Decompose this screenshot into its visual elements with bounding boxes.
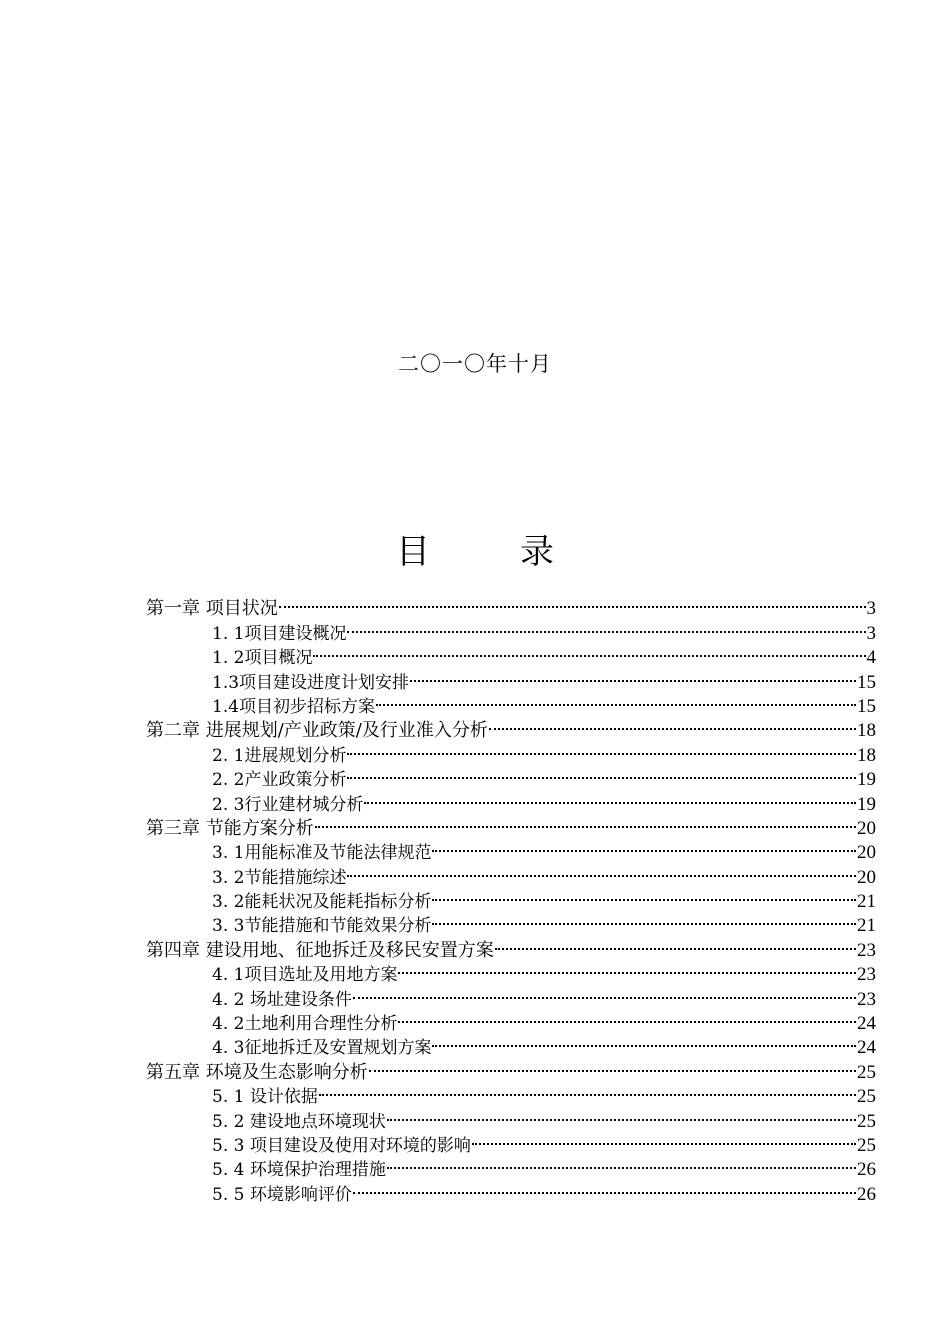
toc-dot-leader — [432, 834, 856, 858]
toc-entry-title: 2. 2产业政策分析 — [212, 770, 347, 791]
toc-dot-leader — [347, 614, 865, 638]
toc-page-number: 4 — [866, 647, 876, 669]
toc-page-number: 24 — [857, 1037, 876, 1059]
toc-dot-leader — [313, 639, 865, 663]
toc-dot-leader — [364, 785, 856, 809]
toc-page-number: 3 — [866, 598, 876, 620]
toc-entry-title: 1.3项目建设进度计划安排 — [212, 672, 410, 693]
toc-page-number: 25 — [857, 1086, 876, 1108]
toc-dot-leader — [353, 1175, 856, 1199]
toc-dot-leader — [347, 736, 856, 760]
toc-page-number: 19 — [857, 793, 876, 815]
toc-dot-leader — [387, 1102, 856, 1126]
toc-dot-leader — [489, 712, 856, 736]
toc-title: 目 录 — [396, 532, 582, 572]
toc-page-number: 24 — [857, 1013, 876, 1035]
toc-dot-leader — [398, 956, 856, 980]
toc-entry-title: 4. 2土地利用合理性分析 — [212, 1014, 398, 1035]
toc-dot-leader — [432, 883, 856, 907]
toc-entry-title: 1. 2项目概况 — [212, 648, 313, 669]
toc-entry-title: 第三章 节能方案分析 — [146, 817, 314, 839]
toc-dot-leader — [353, 980, 856, 1004]
toc-dot-leader — [472, 1127, 856, 1151]
toc-entry-title: 4. 3征地拆迁及安置规划方案 — [212, 1038, 432, 1059]
toc-page-number: 19 — [857, 769, 876, 791]
toc-entry-title: 3. 1用能标准及节能法律规范 — [212, 843, 432, 864]
toc-dot-leader — [347, 858, 856, 882]
toc-dot-leader — [279, 590, 866, 614]
toc-page-number: 23 — [857, 939, 876, 961]
toc-page-number: 21 — [857, 915, 876, 937]
toc-dot-leader — [432, 907, 856, 931]
toc-page-number: 25 — [857, 1061, 876, 1083]
toc-dot-leader — [432, 1029, 856, 1053]
toc-page-number: 21 — [857, 891, 876, 913]
toc-entry-title: 5. 1 设计依据 — [212, 1087, 318, 1108]
toc-entry-title: 1.4项目初步招标方案 — [212, 696, 376, 717]
toc-dot-leader — [495, 931, 856, 955]
toc-page-number: 23 — [857, 988, 876, 1010]
toc-page-number: 3 — [866, 622, 876, 644]
toc-entry-title: 2. 1进展规划分析 — [212, 745, 347, 766]
toc-page-number: 25 — [857, 1110, 876, 1132]
toc-dot-leader — [387, 1151, 856, 1175]
toc-entry-title: 5. 4 环境保护治理措施 — [212, 1160, 386, 1181]
toc-page-number: 23 — [857, 964, 876, 986]
toc-entry-title: 4. 2 场址建设条件 — [212, 989, 352, 1010]
toc-page-number: 18 — [857, 720, 876, 742]
toc-page-number: 18 — [857, 744, 876, 766]
toc-dot-leader — [410, 663, 856, 687]
toc-entry-title: 第二章 进展规划/产业政策/及行业准入分析 — [146, 720, 488, 742]
toc-entry-title: 1. 1项目建设概况 — [212, 623, 347, 644]
toc-entry-title: 5. 2 建设地点环境现状 — [212, 1111, 386, 1132]
toc-chapter-entry[interactable] — [146, 590, 876, 620]
toc-page-number: 15 — [857, 671, 876, 693]
toc-dot-leader — [347, 761, 856, 785]
toc-entry-title: 5. 3 项目建设及使用对环境的影响 — [212, 1135, 471, 1156]
toc-page-number: 20 — [857, 817, 876, 839]
toc-dot-leader — [376, 688, 856, 712]
toc-entry-title: 第四章 建设用地、征地拆迁及移民安置方案 — [146, 939, 494, 961]
toc-page-number: 20 — [857, 842, 876, 864]
toc-page-number: 25 — [857, 1134, 876, 1156]
toc-page-number: 26 — [857, 1183, 876, 1205]
toc-dot-leader — [315, 810, 856, 834]
toc-entry-title: 第一章 项目状况 — [146, 598, 278, 620]
toc-page-number: 20 — [857, 866, 876, 888]
toc-page-number: 26 — [857, 1159, 876, 1181]
toc-entry-title: 第五章 环境及生态影响分析 — [146, 1061, 368, 1083]
toc-entry-title: 3. 3节能措施和节能效果分析 — [212, 916, 432, 937]
toc-entry-title: 3. 2能耗状况及能耗指标分析 — [212, 892, 432, 913]
toc-entry-title: 5. 5 环境影响评价 — [212, 1184, 352, 1205]
cover-date: 二〇一〇年十月 — [398, 352, 552, 376]
toc-dot-leader — [319, 1078, 856, 1102]
toc-entry-title: 4. 1项目选址及用地方案 — [212, 965, 398, 986]
table-of-contents — [146, 590, 876, 1205]
toc-entry-title: 3. 2节能措施综述 — [212, 867, 347, 888]
toc-dot-leader — [369, 1053, 856, 1077]
toc-dot-leader — [398, 1005, 856, 1029]
toc-entry-title: 2. 3行业建材城分析 — [212, 794, 364, 815]
toc-page-number: 15 — [857, 695, 876, 717]
